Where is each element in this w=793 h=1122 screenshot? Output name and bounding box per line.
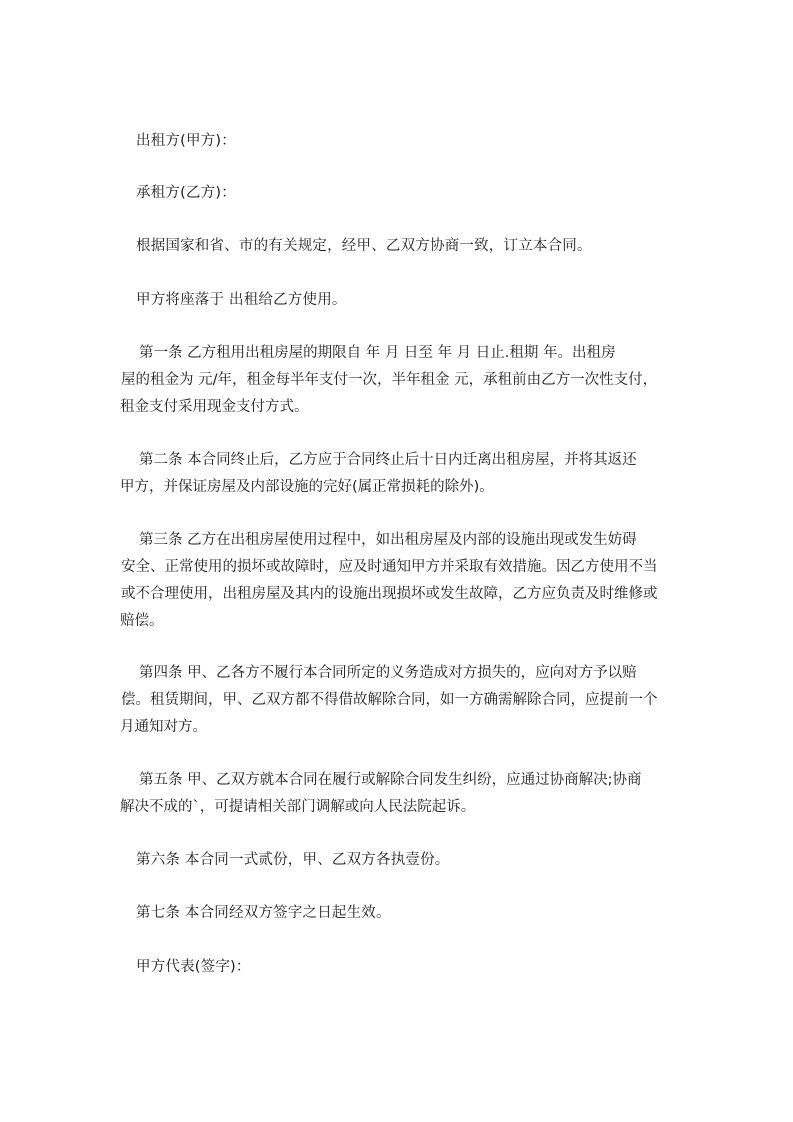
- article-3-line: 赔偿。: [120, 613, 164, 629]
- premises-line: 甲方将座落于 出租给乙方使用。: [136, 292, 347, 308]
- article-5-line: 解决不成的`，可提请相关部门调解或向人民法院起诉。: [120, 799, 476, 815]
- signature-line: 甲方代表(签字)：: [136, 959, 251, 975]
- article-3: [120, 527, 680, 635]
- article-1: [120, 340, 680, 421]
- lessor-line: 出租方(甲方)：: [136, 133, 236, 149]
- article-2: [120, 447, 680, 501]
- article-2-line: 甲方，并保证房屋及内部设施的完好(属正常损耗的除外)。: [120, 479, 494, 495]
- article-5: [120, 767, 680, 821]
- article-1-line: 第一条 乙方租用出租房屋的期限自 年 月 日至 年 月 日止.租期 年。出租房: [139, 345, 616, 361]
- article-4: [120, 660, 680, 741]
- lessee-line: 承租方(乙方)：: [136, 185, 236, 201]
- article-2-line: 第二条 本合同终止后，乙方应于合同终止后十日内迁离出租房屋，并将其返还: [139, 452, 637, 468]
- preamble-line: 根据国家和省、市的有关规定，经甲、乙双方协商一致，订立本合同。: [136, 238, 592, 254]
- article-3-line: 第三条 乙方在出租房屋使用过程中，如出租房屋及内部的设施出现或发生妨碍: [139, 532, 637, 548]
- article-5-line: 第五条 甲、乙双方就本合同在履行或解除合同发生纠纷，应通过协商解决;协商: [139, 772, 642, 788]
- article-7: 第七条 本合同经双方签字之日起生效。: [136, 905, 391, 921]
- article-4-line: 月通知对方。: [120, 719, 207, 735]
- article-3-line: 或不合理使用，出租房屋及其内的设施出现损坏或发生故障，乙方应负责及时维修或: [121, 586, 658, 602]
- article-4-line: 第四条 甲、乙各方不履行本合同所定的义务造成对方损失的，应向对方予以赔: [139, 665, 637, 681]
- article-4-line: 偿。租赁期间，甲、乙双方都不得借故解除合同，如一方确需解除合同，应提前一个: [121, 692, 658, 708]
- article-6: 第六条 本合同一式贰份，甲、乙双方各执壹份。: [136, 852, 450, 868]
- article-3-line: 安全、正常使用的损坏或故障时，应及时通知甲方并采取有效措施。因乙方使用不当: [121, 559, 658, 575]
- article-1-line: 租金支付采用现金支付方式。: [120, 399, 309, 415]
- article-1-line: 屋的租金为 元/年，租金每半年支付一次，半年租金 元，承租前由乙方一次性支付，: [121, 372, 658, 388]
